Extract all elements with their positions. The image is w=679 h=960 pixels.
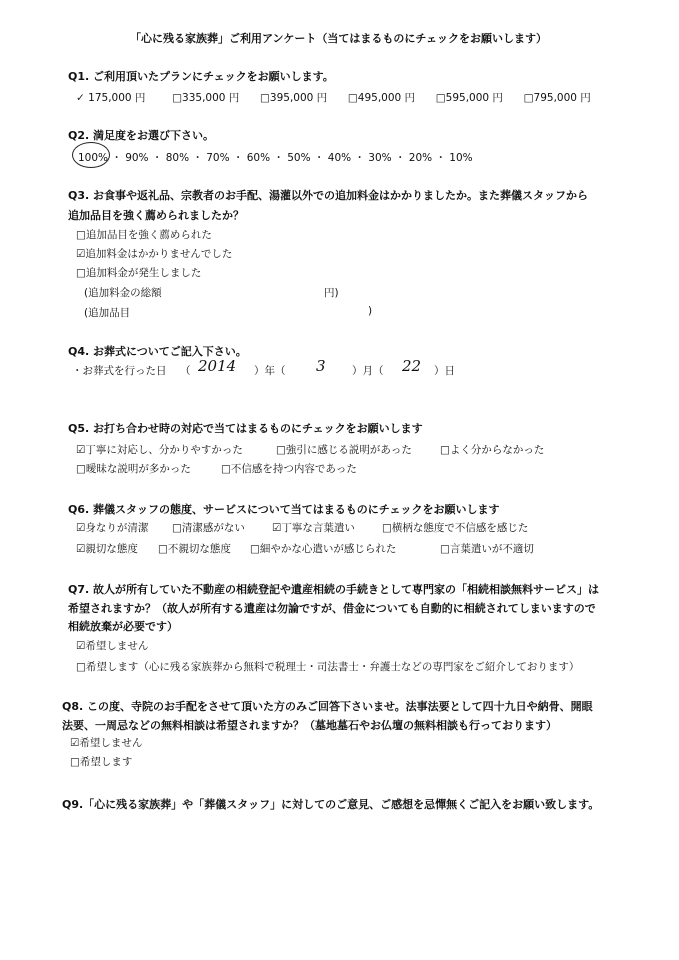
check-mark-icon: ✓ (76, 92, 85, 104)
check-mark-icon: ☑ (76, 444, 86, 456)
q1-option-595000[interactable]: □595,000 円 (435, 92, 503, 104)
q4-day-unit: ）日 (434, 365, 455, 377)
check-mark-icon: ☑ (272, 522, 282, 534)
check-mark-icon: ☑ (76, 522, 86, 534)
q3-option-no-extra[interactable]: ☑追加料金はかかりませんでした (76, 248, 233, 260)
q1-option-395000[interactable]: □395,000 円 (259, 92, 328, 104)
q5-option-unclear[interactable]: □よく分からなかった (440, 444, 545, 456)
check-mark-icon: ☑ (76, 640, 86, 652)
q8-question-line1: Q8. この度、寺院のお手配をさせて頂いた方のみご回答下さいませ。法事法要として四十九日や納骨、開眼 (62, 700, 593, 713)
survey-title: 「心に残る家族葬」ご利用アンケート（当てはまるものにチェックをお願いします） (130, 32, 548, 45)
q6-option-unkind[interactable]: □不親切な態度 (158, 543, 231, 555)
q2-selected-circle (72, 142, 110, 168)
q1-option-495000[interactable]: □495,000 円 (347, 92, 416, 104)
q7-question-line1: Q7. 故人が所有していた不動産の相続登記や遺産相続の手続きとして専門家の「相続相談無料サービス」は (68, 583, 600, 596)
q1-options (76, 90, 591, 105)
q7-question-line3: 相続放棄が必要です） (68, 620, 178, 633)
q4-month[interactable]: 3 (316, 357, 326, 375)
q6-option-attentive[interactable]: □細やかな心遣いが感じられた (250, 543, 397, 555)
q8-option-yes[interactable]: □希望します (70, 756, 133, 768)
q5-row1 (76, 442, 243, 457)
q4-open-paren: （ (180, 365, 191, 377)
q4-question: Q4. お葬式についてご記入下さい。 (68, 345, 247, 358)
q5-question: Q5. お打ち合わせ時の対応で当てはまるものにチェックをお願いします (68, 422, 423, 435)
q6-question: Q6. 葬儀スタッフの態度、サービスについて当てはまるものにチェックをお願いします (68, 503, 500, 516)
q4-day[interactable]: 22 (402, 357, 422, 375)
q7-option-no[interactable]: ☑希望しません (76, 640, 149, 652)
q8-question-line2: 法要、一周忌などの無料相談は希望されますか？（墓地墓石やお仏壇の無料相談も行っております） (62, 719, 557, 732)
q3-total-label: (追加料金の総額 (84, 287, 162, 299)
q4-date-label: ・お葬式を行った日 (72, 365, 167, 377)
q1-option-795000[interactable]: □795,000 円 (523, 92, 591, 104)
q5-option-distrust[interactable]: □不信感を持つ内容であった (221, 463, 357, 475)
q2-scale[interactable]: 100% ・ 90% ・ 80% ・ 70% ・ 60% ・ 50% ・ 40% ・ 30% ・ 20% ・ 10% (78, 152, 473, 164)
q6-option-polite-words[interactable]: ☑丁寧な言葉遣い (272, 522, 355, 534)
q3-total-unit: 円) (324, 287, 339, 299)
q1-question: Q1. ご利用頂いたプランにチェックをお願いします。 (68, 70, 334, 83)
q6-option-arrogant[interactable]: □横柄な態度で不信感を感じた (382, 522, 529, 534)
q1-option-335000[interactable]: □335,000 円 (172, 92, 240, 104)
q3-items-close: ) (368, 305, 373, 317)
q3-option-pushed[interactable]: □追加品目を強く薦められた (76, 229, 212, 241)
q5-option-vague[interactable]: □曖昧な説明が多かった (76, 463, 191, 475)
q6-option-unclean[interactable]: □清潔感がない (172, 522, 245, 534)
check-mark-icon: ☑ (76, 248, 86, 260)
q2-question: Q2. 満足度をお選び下さい。 (68, 129, 215, 142)
q4-year-unit: ）年（ (254, 365, 286, 377)
q3-items-label: (追加品目 (84, 307, 131, 319)
q3-question-line2: 追加品目を強く薦められましたか？ (68, 209, 244, 222)
q6-option-bad-words[interactable]: □言葉遣いが不適切 (440, 543, 534, 555)
q4-month-unit: ）月（ (352, 365, 384, 377)
q6-option-clean[interactable]: ☑身なりが清潔 (76, 522, 149, 534)
q9-question: Q9.「心に残る家族葬」や「葬儀スタッフ」に対してのご意見、ご感想を忌憚無くご記入をお願い致します。 (62, 798, 600, 811)
check-mark-icon: ☑ (76, 543, 86, 555)
q8-option-no[interactable]: ☑希望しません (70, 737, 143, 749)
q5-option-polite[interactable]: 丁寧に対応し、分かりやすかった (85, 444, 243, 456)
q4-year[interactable]: 2014 (198, 357, 237, 375)
check-mark-icon: ☑ (70, 737, 80, 749)
q5-option-pushy[interactable]: □強引に感じる説明があった (276, 444, 412, 456)
q3-question-line1: Q3. お食事や返礼品、宗教者のお手配、湯灌以外での追加料金はかかりましたか。また葬儀スタッフから (68, 189, 589, 202)
q3-option-extra[interactable]: □追加料金が発生しました (76, 267, 202, 279)
q7-option-yes[interactable]: □希望します（心に残る家族葬から無料で税理士・司法書士・弁護士などの専門家をご紹介しております） (76, 661, 580, 673)
q1-option-175000[interactable]: 175,000 円 (88, 92, 146, 104)
q6-option-kind[interactable]: ☑親切な態度 (76, 543, 138, 555)
q7-question-line2: 希望されますか？（故人が所有する遺産は勿論ですが、借金についても自動的に相続されてしまいますので (68, 602, 596, 615)
